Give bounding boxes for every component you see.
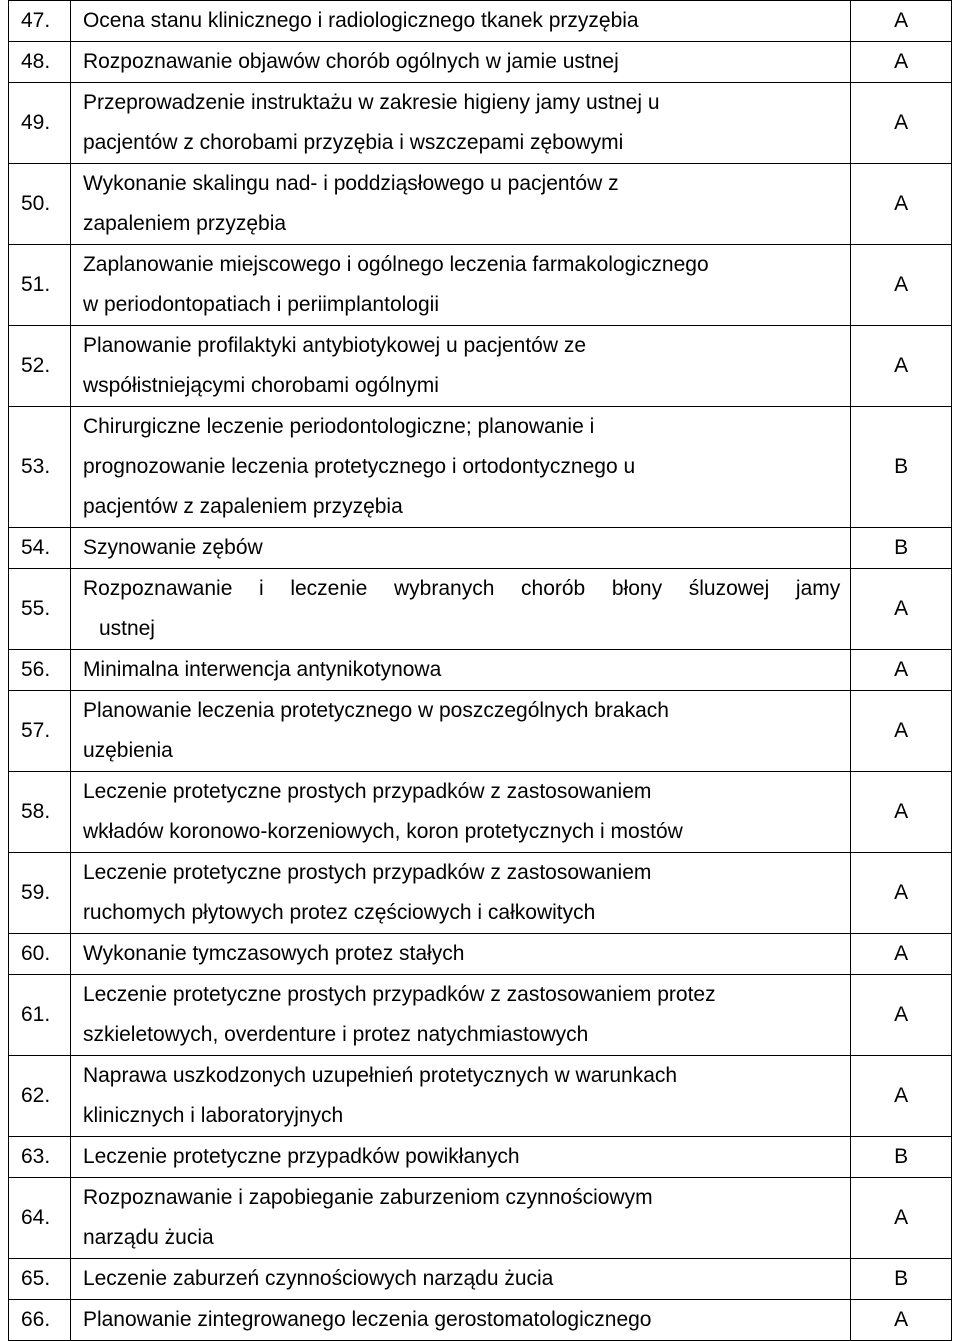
row-number: 52. [9, 326, 71, 407]
row-number: 62. [9, 1056, 71, 1137]
row-number: 59. [9, 853, 71, 934]
row-number: 49. [9, 83, 71, 164]
description-line: Planowanie zintegrowanego leczenia gerostomatologicznego [82, 1308, 652, 1331]
description-line: Zaplanowanie miejscowego i ogólnego leczenia farmakologicznego [82, 253, 709, 276]
description-line: narządu żucia [82, 1226, 214, 1249]
skills-table [8, 0, 952, 1341]
table-row [9, 1137, 952, 1178]
row-number: 54. [9, 528, 71, 569]
row-description [70, 569, 850, 650]
description-line: klinicznych i laboratoryjnych [82, 1104, 344, 1127]
row-grade: A [851, 326, 952, 407]
row-grade: A [851, 650, 952, 691]
row-grade: A [851, 853, 952, 934]
table-row [9, 83, 952, 164]
description-line: Leczenie zaburzeń czynnościowych narządu żucia [82, 1267, 554, 1290]
description-line: Leczenie protetyczne prostych przypadków z zastosowaniem protez [82, 983, 716, 1006]
row-grade: B [851, 528, 952, 569]
row-grade: B [851, 1137, 952, 1178]
row-grade: A [851, 42, 952, 83]
row-number: 61. [9, 975, 71, 1056]
description-line: Ocena stanu klinicznego i radiologicznego tkanek przyzębia [82, 9, 639, 32]
description-line: Leczenie protetyczne przypadków powikłanych [82, 1145, 520, 1168]
table-row [9, 691, 952, 772]
row-grade: B [851, 407, 952, 528]
row-description [70, 1056, 850, 1137]
row-grade: A [851, 772, 952, 853]
description-line: wkładów koronowo-korzeniowych, koron protetycznych i mostów [82, 820, 683, 843]
description-line: Rozpoznawanie i leczenie wybranych chorób błony śluzowej jamy [82, 577, 841, 600]
row-description [70, 528, 850, 569]
description-line: współistniejącymi chorobami ogólnymi [82, 374, 439, 397]
row-number: 48. [9, 42, 71, 83]
description-line: ruchomych płytowych protez częściowych i całkowitych [82, 901, 596, 924]
row-description [70, 1137, 850, 1178]
description-line: Rozpoznawanie objawów chorób ogólnych w jamie ustnej [82, 50, 619, 73]
table-row [9, 407, 952, 528]
table-row [9, 164, 952, 245]
row-number: 55. [9, 569, 71, 650]
description-line: pacjentów z zapaleniem przyzębia [82, 495, 403, 518]
row-grade: A [851, 1056, 952, 1137]
row-number: 51. [9, 245, 71, 326]
description-line: w periodontopatiach i periimplantologii [82, 293, 439, 316]
description-line: Leczenie protetyczne prostych przypadków z zastosowaniem [82, 861, 652, 884]
description-line: Planowanie leczenia protetycznego w poszczególnych brakach [82, 699, 669, 722]
row-description [70, 326, 850, 407]
row-number: 56. [9, 650, 71, 691]
row-description [70, 1, 850, 42]
row-grade: B [851, 1259, 952, 1300]
row-number: 57. [9, 691, 71, 772]
table-row [9, 1, 952, 42]
row-description [70, 650, 850, 691]
table-row [9, 245, 952, 326]
table-row [9, 569, 952, 650]
table-row [9, 650, 952, 691]
table-row [9, 853, 952, 934]
table-row [9, 42, 952, 83]
row-description [70, 772, 850, 853]
row-grade: A [851, 1300, 952, 1341]
row-number: 50. [9, 164, 71, 245]
table-row [9, 772, 952, 853]
table-row [9, 1178, 952, 1259]
description-line: pacjentów z chorobami przyzębia i wszczepami zębowymi [82, 131, 624, 154]
description-line: Naprawa uszkodzonych uzupełnień protetycznych w warunkach [82, 1064, 678, 1087]
row-number: 53. [9, 407, 71, 528]
row-description [70, 164, 850, 245]
row-grade: A [851, 569, 952, 650]
row-description [70, 691, 850, 772]
row-number: 64. [9, 1178, 71, 1259]
row-description [70, 83, 850, 164]
row-grade: A [851, 1, 952, 42]
description-line: Leczenie protetyczne prostych przypadków z zastosowaniem [82, 780, 652, 803]
row-number: 47. [9, 1, 71, 42]
description-line: Chirurgiczne leczenie periodontologiczne; planowanie i [82, 415, 595, 438]
description-line: prognozowanie leczenia protetycznego i ortodontycznego u [82, 455, 636, 478]
row-grade: A [851, 934, 952, 975]
description-line: ustnej [98, 617, 155, 640]
description-line: zapaleniem przyzębia [82, 212, 287, 235]
description-line: Szynowanie zębów [82, 536, 263, 559]
row-number: 65. [9, 1259, 71, 1300]
table-row [9, 326, 952, 407]
row-grade: A [851, 975, 952, 1056]
table-row [9, 1056, 952, 1137]
row-number: 63. [9, 1137, 71, 1178]
row-number: 66. [9, 1300, 71, 1341]
description-line: Przeprowadzenie instruktażu w zakresie higieny jamy ustnej u [82, 91, 660, 114]
row-grade: A [851, 691, 952, 772]
description-line: Planowanie profilaktyki antybiotykowej u pacjentów ze [82, 334, 587, 357]
row-description [70, 42, 850, 83]
description-line: Wykonanie skalingu nad- i poddziąsłowego u pacjentów z [82, 172, 619, 195]
row-description [70, 1178, 850, 1259]
row-grade: A [851, 245, 952, 326]
description-line: Wykonanie tymczasowych protez stałych [82, 942, 465, 965]
skills-table-body [9, 1, 952, 1341]
row-description [70, 975, 850, 1056]
row-description [70, 853, 850, 934]
table-row [9, 975, 952, 1056]
row-description [70, 934, 850, 975]
description-line: szkieletowych, overdenture i protez natychmiastowych [82, 1023, 589, 1046]
description-line: Minimalna interwencja antynikotynowa [82, 658, 442, 681]
row-description [70, 1259, 850, 1300]
table-row [9, 934, 952, 975]
row-grade: A [851, 164, 952, 245]
row-description [70, 245, 850, 326]
description-line: uzębienia [82, 739, 173, 762]
row-grade: A [851, 1178, 952, 1259]
row-number: 58. [9, 772, 71, 853]
row-description [70, 1300, 850, 1341]
table-row [9, 1259, 952, 1300]
table-row [9, 1300, 952, 1341]
row-number: 60. [9, 934, 71, 975]
description-line: Rozpoznawanie i zapobieganie zaburzeniom czynnościowym [82, 1186, 653, 1209]
table-row [9, 528, 952, 569]
row-grade: A [851, 83, 952, 164]
row-description [70, 407, 850, 528]
